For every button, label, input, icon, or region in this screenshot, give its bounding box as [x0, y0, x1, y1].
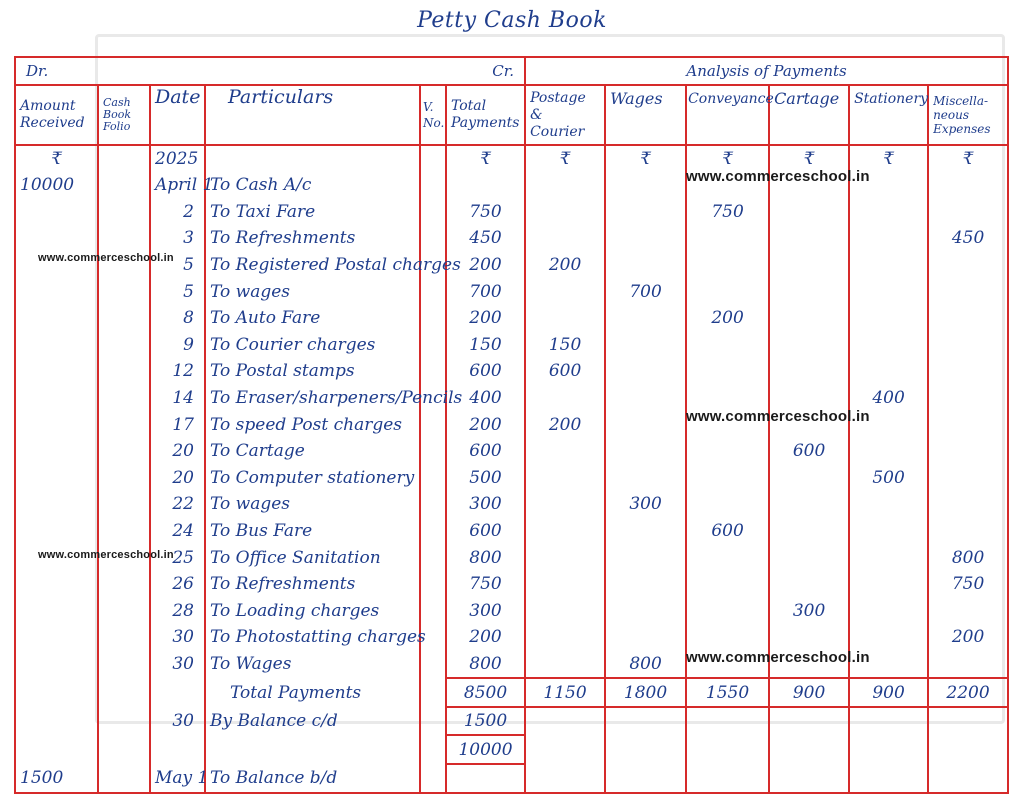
amount-received-cell — [15, 332, 98, 359]
date-cell: 5 — [150, 252, 205, 279]
stationery-cell — [849, 571, 928, 598]
total-payment-cell: 150 — [446, 332, 525, 359]
total-payment-cell: 200 — [446, 305, 525, 332]
grand-total-row — [15, 735, 1008, 764]
conveyance-cell — [686, 278, 769, 305]
particulars-cell: To Courier charges — [205, 332, 420, 359]
date-cell: 20 — [150, 438, 205, 465]
col-miscellaneous: Miscella- neous Expenses — [928, 85, 1008, 145]
postage-cell: 200 — [525, 411, 605, 438]
conveyance-cell — [686, 624, 769, 651]
particulars-cell: To Auto Fare — [205, 305, 420, 332]
total-payment-cell: 500 — [446, 465, 525, 492]
cartage-cell — [769, 544, 849, 571]
rupee-symbol: ₹ — [686, 145, 769, 172]
wages-cell — [605, 305, 686, 332]
year-label: 2025 — [150, 145, 205, 172]
total-payment-cell: 200 — [446, 624, 525, 651]
postage-cell — [525, 305, 605, 332]
rupee-symbol: ₹ — [605, 145, 686, 172]
particulars-cell: To Balance b/d — [205, 764, 420, 793]
dr-cr-cell — [15, 57, 525, 85]
particulars-cell: To Photostatting charges — [205, 624, 420, 651]
ledger-row — [15, 465, 1008, 492]
cartage-cell — [769, 465, 849, 492]
date-cell: 22 — [150, 491, 205, 518]
postage-cell — [525, 278, 605, 305]
voucher-no-cell — [420, 199, 446, 226]
cash-book-folio-cell — [98, 518, 150, 545]
ledger-row — [15, 491, 1008, 518]
wages-cell — [605, 465, 686, 492]
header-row-top — [15, 57, 1008, 85]
postage-cell — [525, 571, 605, 598]
watermark: www.commerceschool.in — [38, 252, 174, 264]
date-cell: 2 — [150, 199, 205, 226]
date-cell: 30 — [150, 624, 205, 651]
conveyance-cell: 750 — [686, 199, 769, 226]
conveyance-cell — [686, 571, 769, 598]
total-payment-cell: 700 — [446, 278, 525, 305]
date-cell: 5 — [150, 278, 205, 305]
date-cell: 12 — [150, 358, 205, 385]
date-cell: 14 — [150, 385, 205, 412]
postage-cell — [525, 518, 605, 545]
voucher-no-cell — [420, 278, 446, 305]
postage-cell — [525, 225, 605, 252]
postage-cell — [525, 598, 605, 625]
ledger-row — [15, 278, 1008, 305]
total-payment-cell: 800 — [446, 651, 525, 679]
conveyance-cell — [686, 332, 769, 359]
analysis-header: Analysis of Payments — [525, 57, 1008, 85]
ledger-row — [15, 518, 1008, 545]
cartage-cell — [769, 624, 849, 651]
date-cell: 9 — [150, 332, 205, 359]
stationery-cell — [849, 332, 928, 359]
cash-book-folio-cell — [98, 651, 150, 679]
ledger-row — [15, 199, 1008, 226]
voucher-no-cell — [420, 411, 446, 438]
conveyance-cell — [686, 438, 769, 465]
particulars-cell: To Wages — [205, 651, 420, 679]
ledger-row — [15, 305, 1008, 332]
header-row-columns — [15, 85, 1008, 145]
wages-cell — [605, 571, 686, 598]
amount-received-cell — [15, 225, 98, 252]
rupee-symbol: ₹ — [446, 145, 525, 172]
amount-received-cell: 1500 — [15, 764, 98, 793]
wages-cell — [605, 518, 686, 545]
particulars-cell: To Registered Postal charges — [205, 252, 420, 279]
misc-cell — [928, 651, 1008, 679]
wages-cell — [605, 225, 686, 252]
col-cash-book-folio: Cash Book Folio — [98, 85, 150, 145]
stationery-cell — [849, 491, 928, 518]
stationery-cell: 500 — [849, 465, 928, 492]
amount-received-cell — [15, 411, 98, 438]
stationery-cell — [849, 438, 928, 465]
particulars-cell: By Balance c/d — [205, 707, 420, 736]
page-title: Petty Cash Book — [417, 8, 607, 33]
cartage-cell — [769, 199, 849, 226]
stationery-cell — [849, 598, 928, 625]
misc-cell — [928, 465, 1008, 492]
misc-cell — [928, 438, 1008, 465]
total-payments-sum: 8500 — [446, 678, 525, 707]
stationery-cell — [849, 624, 928, 651]
total-payment-cell: 800 — [446, 544, 525, 571]
misc-cell — [928, 358, 1008, 385]
stationery-cell: 400 — [849, 385, 928, 412]
amount-received-cell — [15, 651, 98, 679]
wages-cell — [605, 172, 686, 199]
particulars-cell: To Bus Fare — [205, 518, 420, 545]
wages-cell: 700 — [605, 278, 686, 305]
cash-book-folio-cell — [98, 491, 150, 518]
date-cell: 3 — [150, 225, 205, 252]
ledger-row — [15, 438, 1008, 465]
amount-received-cell — [15, 358, 98, 385]
total-payment-cell: 750 — [446, 199, 525, 226]
postage-cell: 200 — [525, 252, 605, 279]
grand-total: 10000 — [446, 735, 525, 764]
conveyance-cell — [686, 598, 769, 625]
amount-received-cell — [15, 465, 98, 492]
stationery-total: 900 — [849, 678, 928, 707]
amount-received-cell — [15, 491, 98, 518]
stationery-cell — [849, 225, 928, 252]
stationery-cell — [849, 518, 928, 545]
cartage-cell — [769, 518, 849, 545]
date-cell: 30 — [150, 651, 205, 679]
voucher-no-cell — [420, 651, 446, 679]
particulars-cell: To Cash A/c — [205, 172, 420, 199]
misc-cell — [928, 199, 1008, 226]
ledger-row — [15, 598, 1008, 625]
date-cell: May 1 — [150, 764, 205, 793]
ledger-row — [15, 624, 1008, 651]
date-cell: 25 — [150, 544, 205, 571]
watermark: www.commerceschool.in — [686, 168, 870, 185]
voucher-no-cell — [420, 332, 446, 359]
conveyance-cell — [686, 465, 769, 492]
total-payment-cell: 300 — [446, 598, 525, 625]
wages-cell — [605, 544, 686, 571]
wages-cell — [605, 624, 686, 651]
misc-cell — [928, 278, 1008, 305]
misc-cell — [928, 598, 1008, 625]
cash-book-folio-cell — [98, 465, 150, 492]
rupee-symbol: ₹ — [769, 145, 849, 172]
postage-cell — [525, 651, 605, 679]
misc-cell: 200 — [928, 624, 1008, 651]
total-payment-cell — [446, 172, 525, 199]
cash-book-folio-cell — [98, 624, 150, 651]
total-payment-cell: 200 — [446, 411, 525, 438]
total-payment-cell: 300 — [446, 491, 525, 518]
balance-cd-amount: 1500 — [446, 707, 525, 736]
total-payment-cell: 600 — [446, 438, 525, 465]
cartage-cell — [769, 358, 849, 385]
amount-received-cell — [15, 199, 98, 226]
voucher-no-cell — [420, 465, 446, 492]
cash-book-folio-cell — [98, 305, 150, 332]
cartage-cell — [769, 278, 849, 305]
amount-received-cell — [15, 385, 98, 412]
col-conveyance: Conveyance — [686, 85, 769, 145]
amount-received-cell — [15, 438, 98, 465]
conveyance-cell — [686, 358, 769, 385]
ledger-row — [15, 332, 1008, 359]
cash-book-folio-cell — [98, 411, 150, 438]
voucher-no-cell — [420, 305, 446, 332]
col-wages: Wages — [605, 85, 686, 145]
conveyance-cell — [686, 252, 769, 279]
cash-book-folio-cell — [98, 598, 150, 625]
cash-book-folio-cell — [98, 332, 150, 359]
postage-cell — [525, 199, 605, 226]
postage-cell — [525, 624, 605, 651]
conveyance-total: 1550 — [686, 678, 769, 707]
wages-cell: 800 — [605, 651, 686, 679]
particulars-cell: To Loading charges — [205, 598, 420, 625]
particulars-cell: To wages — [205, 278, 420, 305]
stationery-cell — [849, 358, 928, 385]
total-payment-cell: 200 — [446, 252, 525, 279]
wages-cell: 300 — [605, 491, 686, 518]
misc-cell — [928, 172, 1008, 199]
ledger-row — [15, 225, 1008, 252]
conveyance-cell — [686, 491, 769, 518]
cash-book-folio-cell — [98, 358, 150, 385]
conveyance-cell — [686, 225, 769, 252]
rupee-symbol: ₹ — [928, 145, 1008, 172]
misc-cell: 800 — [928, 544, 1008, 571]
postage-cell — [525, 465, 605, 492]
amount-received-cell — [15, 305, 98, 332]
date-cell: 26 — [150, 571, 205, 598]
misc-cell — [928, 491, 1008, 518]
misc-cell — [928, 385, 1008, 412]
rupee-symbol: ₹ — [15, 145, 98, 172]
cash-book-folio-cell — [98, 385, 150, 412]
wages-total: 1800 — [605, 678, 686, 707]
dr-label: Dr. — [26, 62, 49, 80]
col-total-payments: Total Payments — [446, 85, 525, 145]
amount-received-cell — [15, 624, 98, 651]
particulars-cell: To Refreshments — [205, 225, 420, 252]
misc-cell: 450 — [928, 225, 1008, 252]
wages-cell — [605, 385, 686, 412]
particulars-cell: To Computer stationery — [205, 465, 420, 492]
col-date: Date — [150, 85, 205, 145]
particulars-cell: To Eraser/sharpeners/Pencils — [205, 385, 420, 412]
total-payment-cell: 600 — [446, 518, 525, 545]
wages-cell — [605, 411, 686, 438]
total-payment-cell: 750 — [446, 571, 525, 598]
misc-cell — [928, 252, 1008, 279]
date-cell: April 1 — [150, 172, 205, 199]
conveyance-cell: 200 — [686, 305, 769, 332]
col-particulars: Particulars — [205, 85, 420, 145]
amount-received-cell — [15, 518, 98, 545]
ledger-row — [15, 571, 1008, 598]
cash-book-folio-cell — [98, 278, 150, 305]
wages-cell — [605, 598, 686, 625]
rupee-symbol: ₹ — [849, 145, 928, 172]
balance-bd-row — [15, 764, 1008, 793]
cartage-cell — [769, 305, 849, 332]
postage-cell — [525, 385, 605, 412]
misc-cell — [928, 518, 1008, 545]
cartage-cell — [769, 252, 849, 279]
cartage-cell: 300 — [769, 598, 849, 625]
wages-cell — [605, 438, 686, 465]
particulars-cell: To Taxi Fare — [205, 199, 420, 226]
misc-cell: 750 — [928, 571, 1008, 598]
conveyance-cell — [686, 544, 769, 571]
particulars-cell: To Refreshments — [205, 571, 420, 598]
totals-label: Total Payments — [205, 678, 420, 707]
postage-cell — [525, 438, 605, 465]
cartage-cell — [769, 571, 849, 598]
misc-cell — [928, 332, 1008, 359]
wages-cell — [605, 358, 686, 385]
stationery-cell — [849, 199, 928, 226]
cash-book-folio-cell — [98, 438, 150, 465]
col-voucher-no: V. No. — [420, 85, 446, 145]
date-cell: 17 — [150, 411, 205, 438]
voucher-no-cell — [420, 438, 446, 465]
date-cell: 30 — [150, 707, 205, 736]
cartage-total: 900 — [769, 678, 849, 707]
date-cell: 8 — [150, 305, 205, 332]
particulars-cell: To speed Post charges — [205, 411, 420, 438]
voucher-no-cell — [420, 571, 446, 598]
cartage-cell — [769, 225, 849, 252]
postage-cell — [525, 544, 605, 571]
cartage-cell: 600 — [769, 438, 849, 465]
rupee-symbol: ₹ — [525, 145, 605, 172]
wages-cell — [605, 199, 686, 226]
wages-cell — [605, 252, 686, 279]
watermark: www.commerceschool.in — [686, 649, 870, 666]
voucher-no-cell — [420, 598, 446, 625]
particulars-cell: To Postal stamps — [205, 358, 420, 385]
cash-book-folio-cell — [98, 172, 150, 199]
cartage-cell — [769, 491, 849, 518]
cartage-cell — [769, 332, 849, 359]
col-stationery: Stationery — [849, 85, 928, 145]
voucher-no-cell — [420, 518, 446, 545]
wages-cell — [605, 332, 686, 359]
misc-cell — [928, 411, 1008, 438]
cash-book-folio-cell — [98, 225, 150, 252]
col-cartage: Cartage — [769, 85, 849, 145]
amount-received-cell — [15, 571, 98, 598]
stationery-cell — [849, 278, 928, 305]
total-payment-cell: 600 — [446, 358, 525, 385]
amount-received-cell — [15, 598, 98, 625]
total-payment-cell: 450 — [446, 225, 525, 252]
particulars-cell: To Cartage — [205, 438, 420, 465]
voucher-no-cell — [420, 544, 446, 571]
conveyance-cell: 600 — [686, 518, 769, 545]
postage-total: 1150 — [525, 678, 605, 707]
totals-row — [15, 678, 1008, 707]
date-cell: 28 — [150, 598, 205, 625]
stationery-cell — [849, 305, 928, 332]
particulars-cell: To wages — [205, 491, 420, 518]
postage-cell — [525, 172, 605, 199]
postage-cell: 600 — [525, 358, 605, 385]
particulars-cell: To Office Sanitation — [205, 544, 420, 571]
voucher-no-cell — [420, 491, 446, 518]
watermark: www.commerceschool.in — [38, 549, 174, 561]
amount-received-cell: 10000 — [15, 172, 98, 199]
cr-label: Cr. — [492, 62, 515, 80]
date-cell: 20 — [150, 465, 205, 492]
col-postage-courier: Postage & Courier — [525, 85, 605, 145]
cash-book-folio-cell — [98, 571, 150, 598]
balance-cd-row — [15, 707, 1008, 736]
postage-cell — [525, 491, 605, 518]
stationery-cell — [849, 544, 928, 571]
misc-total: 2200 — [928, 678, 1008, 707]
misc-cell — [928, 305, 1008, 332]
stationery-cell — [849, 252, 928, 279]
cash-book-folio-cell — [98, 199, 150, 226]
ledger-row — [15, 358, 1008, 385]
col-amount-received: Amount Received — [15, 85, 98, 145]
total-payment-cell: 400 — [446, 385, 525, 412]
date-cell: 24 — [150, 518, 205, 545]
voucher-no-cell — [420, 172, 446, 199]
voucher-no-cell — [420, 225, 446, 252]
amount-received-cell — [15, 278, 98, 305]
watermark: www.commerceschool.in — [686, 408, 870, 425]
voucher-no-cell — [420, 358, 446, 385]
postage-cell: 150 — [525, 332, 605, 359]
